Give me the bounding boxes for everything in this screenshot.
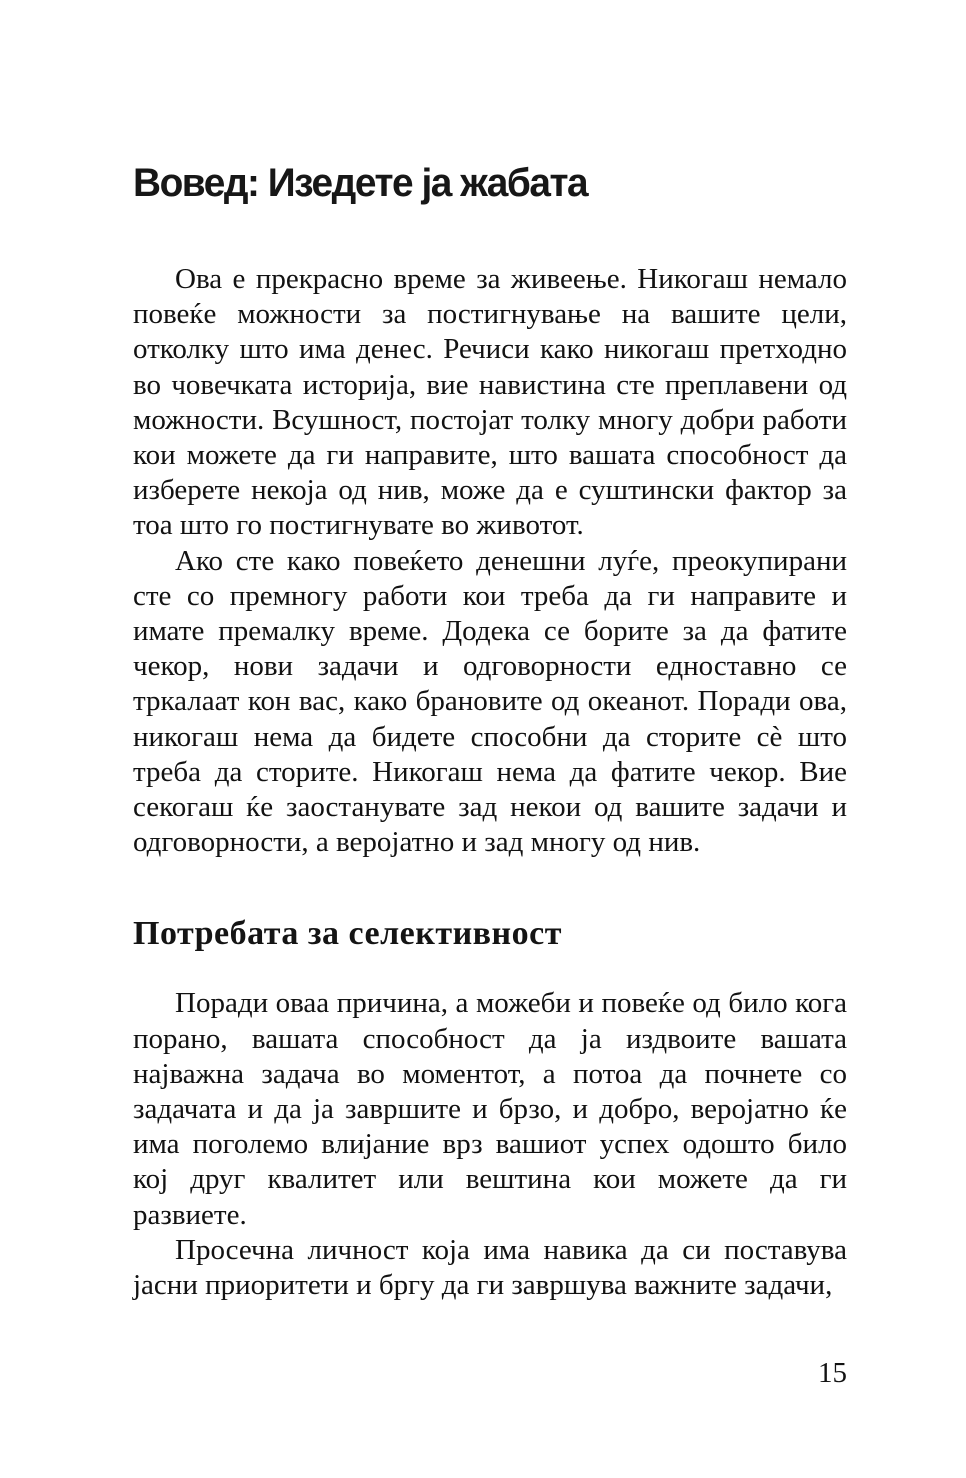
- page-number: 15: [818, 1357, 847, 1389]
- paragraph-section-2: Просечна личност која има навика да си поставува јасни приоритети и бргу да ги завршува важните задачи,: [133, 1233, 847, 1302]
- paragraph-intro-1: Ова е прекрасно време за живеење. Никогаш немало повеќе можности за постигнување на вашите цели, отколку што има денес. Речиси како никогаш претходно во човечката историја, вие навистина сте преплавени од можности. Всушност, постојат толку многу добри работи кои можете да ги направите, што вашата способност да изберете некоја од нив, може да е суштински фактор за тоа што го постигнувате во животот.: [133, 263, 847, 542]
- body-copy: [133, 262, 847, 1303]
- text-block: [133, 0, 847, 1303]
- paragraph-intro-2: Ако сте како повеќето денешни луѓе, преокупирани сте со премногу работи кои треба да ги направите и имате премалку време. Додека се борите за да фатите чекор, нови задачи и одговорности едноставно се тркалаат кон вас, како брановите од океанот. Поради ова, никогаш нема да бидете способни да сторите сѐ што треба да сторите. Никогаш нема да фатите чекор. Вие секогаш ќе заостанувате зад некои од вашите задачи и одговорности, а веројатно и зад многу од нив.: [133, 544, 847, 859]
- paragraph-section-1: Поради оваа причина, а можеби и повеќе од било кога порано, вашата способност да ја издвоите вашата најважна задача во моментот, а потоа да почнете со задачата и да ја завршите и брзо, и добро, веројатно ќе има поголемо влијание врз вашиот успех одошто било кој друг квалитет или вештина кои можете да ги развиете.: [133, 987, 847, 1231]
- section-heading: Потребата за селективност: [133, 915, 562, 953]
- chapter-title: Вовед: Изедете ја жабата: [133, 161, 588, 205]
